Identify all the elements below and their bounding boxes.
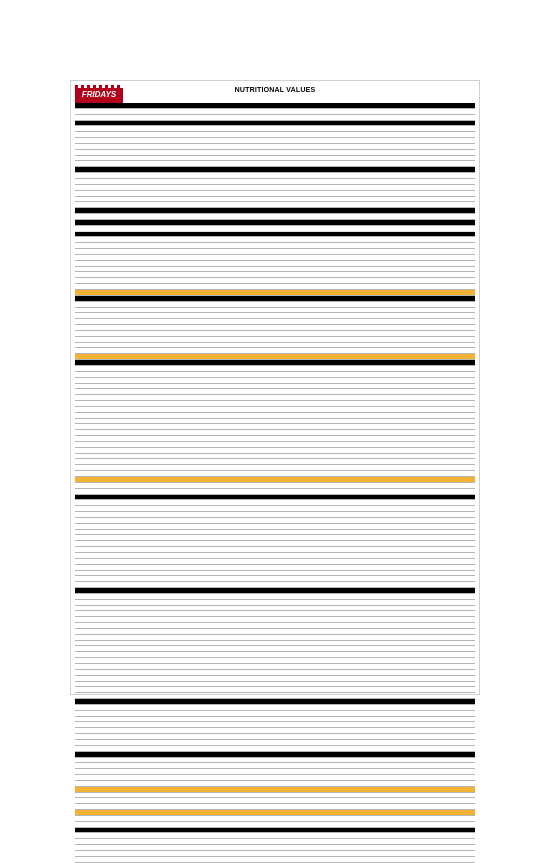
nutrition-table	[75, 103, 475, 863]
page-title: NUTRITIONAL VALUES	[234, 87, 316, 94]
logo-text: FRIDAYS	[81, 89, 117, 99]
table-row	[75, 857, 475, 863]
nutrition-sheet	[70, 80, 480, 695]
